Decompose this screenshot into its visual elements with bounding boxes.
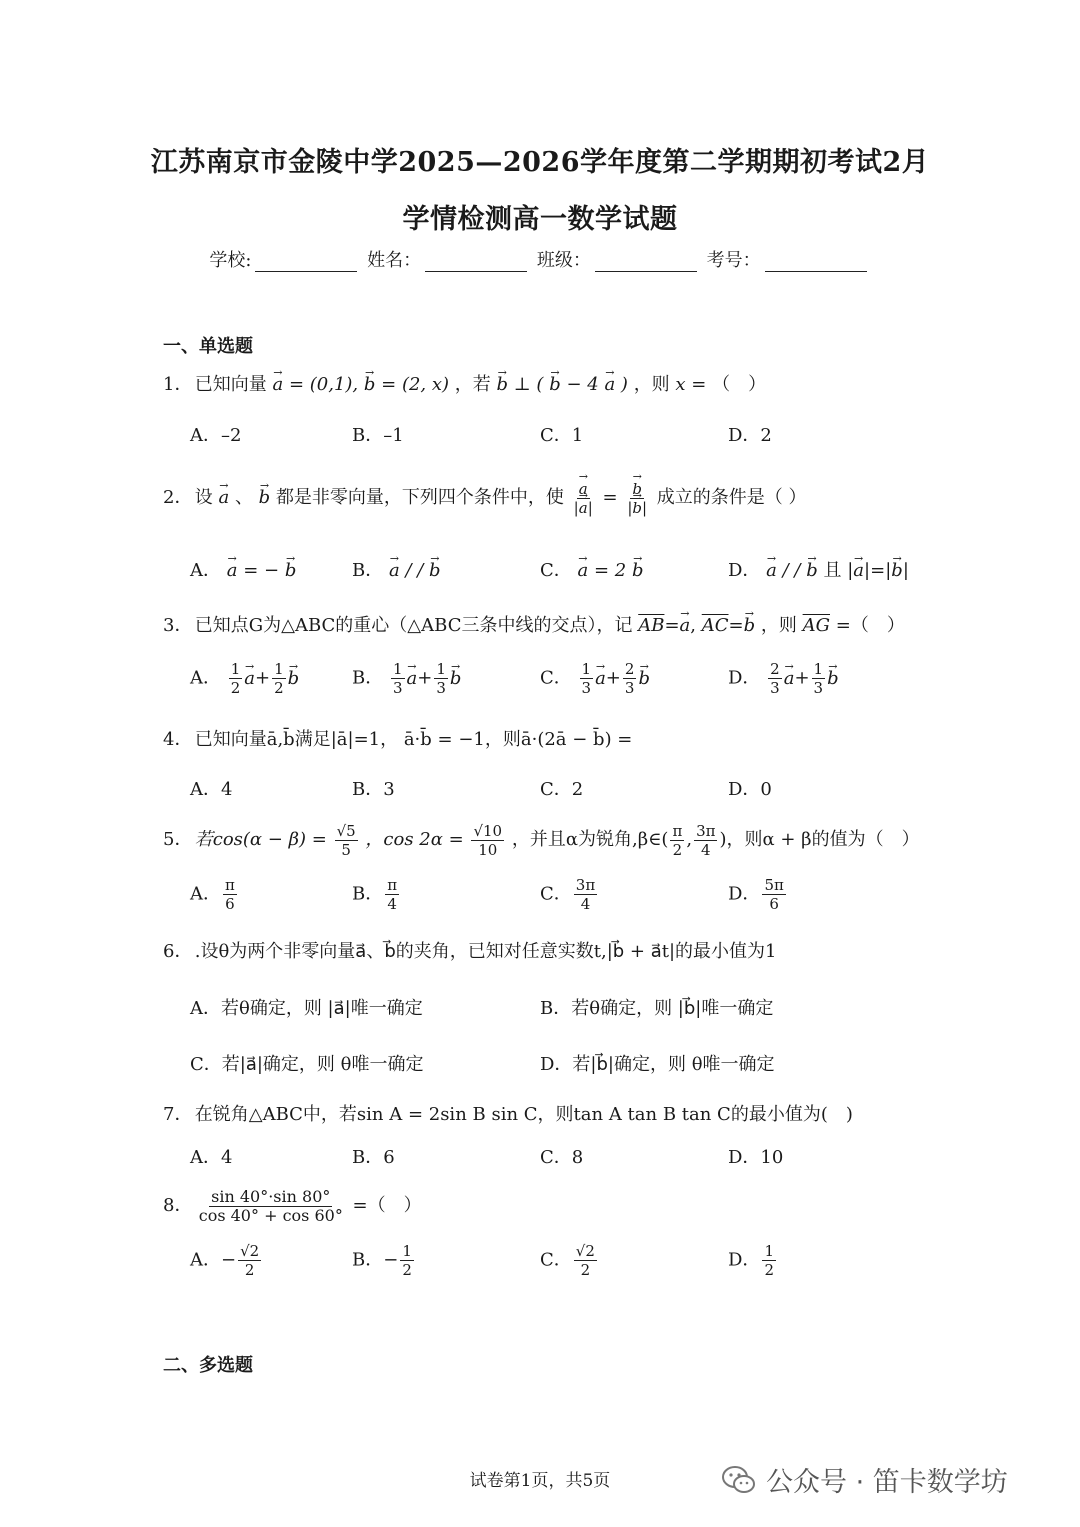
option-c[interactable] xyxy=(540,876,599,913)
vector-b: b → xyxy=(288,667,300,691)
vector-a: a → xyxy=(407,667,418,691)
vector-b: b → xyxy=(827,667,839,691)
vector-b: b → xyxy=(638,667,650,691)
fraction: $\frac{1}{2}$ xyxy=(402,1242,412,1279)
question-7 xyxy=(163,1103,853,1127)
vector-a: a → xyxy=(244,667,255,691)
watermark xyxy=(722,1460,1008,1499)
vector-b: b → xyxy=(429,559,441,583)
q6-text: .设θ为两个非零向量a⃗、b⃗的夹角，已知对任意实数t,|b⃗ + a⃗t|的最小值为1 xyxy=(194,941,777,962)
option-label: C． xyxy=(540,667,572,689)
vector-a: a → xyxy=(784,667,795,691)
option-label: B． xyxy=(352,667,384,689)
school-label: 学校: xyxy=(209,250,252,271)
question-8 xyxy=(163,1182,422,1230)
option-d[interactable] xyxy=(728,1242,778,1279)
q3-text: ，则 xyxy=(760,615,797,636)
student-info-line xyxy=(0,246,1080,272)
vector-a: a → xyxy=(853,559,864,583)
separator: , xyxy=(686,829,693,850)
question-number: 8． xyxy=(163,1195,193,1216)
question-number: 4． xyxy=(163,729,193,750)
vector-b: b → xyxy=(259,472,271,524)
vector-b: b → xyxy=(285,559,297,583)
fraction: $\frac{1}{3}$ xyxy=(581,660,592,697)
option-label: B． xyxy=(352,560,384,581)
vector-a: a → xyxy=(604,373,615,397)
vector-a: a → xyxy=(579,499,588,517)
fraction: $\frac{√5}{5}$ xyxy=(336,821,356,859)
option-d[interactable]: D．2 xyxy=(728,425,772,446)
vector-b: b → xyxy=(450,667,462,691)
exam-number-label: 考号： xyxy=(706,250,761,271)
option-b[interactable]: B．6 xyxy=(352,1147,395,1168)
option-c[interactable]: C．8 xyxy=(540,1147,584,1168)
q1-math: = (0,1), xyxy=(288,374,359,395)
option-label: D． xyxy=(728,883,761,905)
fraction: $\frac{1}{3}$ xyxy=(392,660,403,697)
option-d[interactable]: D．若|b⃗|确定，则 θ唯一确定 xyxy=(540,1054,775,1075)
question-6 xyxy=(163,940,777,964)
q4-text: 已知向量ā,b̄满足|ā|=1， ā·b̄ = −1，则ā·(2ā − b̄) = xyxy=(194,729,633,750)
option-b[interactable]: B．若θ确定，则 |b⃗|唯一确定 xyxy=(540,998,774,1019)
vector-ab: $\overline{AB}$ xyxy=(638,615,665,636)
option-label: B． xyxy=(352,883,384,905)
vector-a: a → xyxy=(218,472,229,524)
fraction: $\frac{√2}{2}$ xyxy=(575,1242,595,1279)
q3-math: = xyxy=(728,615,744,636)
vector-a: a → xyxy=(680,614,691,638)
vector-a: a → xyxy=(579,480,588,498)
vector-ac: $\overline{AC}$ xyxy=(701,615,729,636)
q3-text: =（ ） xyxy=(835,615,905,636)
option-math: / / xyxy=(405,560,424,581)
fraction: $\frac{5\pi}{6}$ xyxy=(764,876,784,913)
q1-math: = (2, x) xyxy=(381,374,450,395)
class-blank[interactable] xyxy=(595,253,697,272)
fraction: $\frac{√2}{2}$ xyxy=(240,1242,260,1279)
vector-a: a → xyxy=(389,559,400,583)
question-5 xyxy=(163,818,920,862)
question-2 xyxy=(163,472,807,524)
option-b[interactable] xyxy=(352,1242,416,1279)
option-a[interactable] xyxy=(190,1242,263,1279)
option-c[interactable]: C．若|a⃗|确定，则 θ唯一确定 xyxy=(190,1054,424,1075)
fraction: $\frac{3\pi}{4}$ xyxy=(575,876,596,913)
option-label: A． xyxy=(190,560,221,581)
q1-text: ，若 xyxy=(454,374,491,395)
question-3 xyxy=(163,614,905,638)
option-a[interactable] xyxy=(190,876,239,913)
vector-ag: $\overline{AG}$ xyxy=(802,615,830,636)
q5-text: ，并且α为锐角,β∈( xyxy=(511,829,669,850)
option-b[interactable]: B． $\frac{1}{3}$ a →+ $\frac{1}{3}$ b → xyxy=(352,660,461,697)
option-d[interactable]: D． $\frac{2}{3}$ a →+ $\frac{1}{3}$ b → xyxy=(728,660,839,697)
option-d[interactable]: D． a → / / b → 且 |a →|=|b →| xyxy=(728,559,909,583)
equals-sign: = xyxy=(602,487,618,508)
q5-math: 若cos(α − β) = xyxy=(194,829,327,850)
question-number: 1． xyxy=(163,374,193,395)
q3-text: 已知点G为△ABC的重心（△ABC三条中线的交点），记 xyxy=(194,615,633,636)
option-a[interactable]: A．若θ确定，则 |a⃗|唯一确定 xyxy=(190,998,423,1019)
question-number: 2． xyxy=(163,487,193,508)
vector-b: b → xyxy=(632,480,642,498)
vector-b: b → xyxy=(891,559,903,583)
vector-b: b → xyxy=(497,373,509,397)
option-math: / / xyxy=(782,560,801,581)
q2-fraction-b: $\frac{b \to}{|b \to|}$ xyxy=(625,480,649,517)
option-c[interactable] xyxy=(540,559,644,583)
q2-text: 都是非零向量，下列四个条件中，使 xyxy=(275,487,564,508)
fraction: $\frac{\pi}{6}$ xyxy=(225,876,235,913)
option-a[interactable]: A．–2 xyxy=(190,425,242,446)
vector-b: b → xyxy=(744,614,756,638)
option-d[interactable]: D．10 xyxy=(728,1147,784,1168)
fraction: $\frac{1}{3}$ xyxy=(436,660,446,697)
q1-math: ⊥ ( xyxy=(513,374,544,395)
q5-math: ，cos 2α = xyxy=(365,829,464,850)
fraction: $\frac{√10}{10}$ xyxy=(473,821,503,859)
option-label: B． xyxy=(352,1249,384,1271)
option-d[interactable] xyxy=(728,876,788,913)
watermark-text: 公众号 · 笛卡数学坊 xyxy=(766,1467,1008,1498)
vector-b: b → xyxy=(549,373,561,397)
section-title-single-choice: 一、单选题 xyxy=(163,336,253,357)
vector-b: b → xyxy=(364,373,376,397)
option-label: C． xyxy=(540,883,572,905)
option-a[interactable]: A．4 xyxy=(190,1147,233,1168)
option-text: 且 xyxy=(823,560,842,581)
vector-a: a → xyxy=(578,559,589,583)
option-b[interactable] xyxy=(352,876,401,913)
school-blank[interactable] xyxy=(255,253,357,272)
question-number: 3． xyxy=(163,615,193,636)
fraction: $\frac{\pi}{2}$ xyxy=(672,821,683,859)
q1-math: x = xyxy=(675,374,707,395)
name-label: 姓名： xyxy=(367,250,422,271)
option-a[interactable] xyxy=(190,559,296,583)
vector-b: b → xyxy=(632,559,644,583)
option-math: = xyxy=(870,560,886,581)
q2-text: 成立的条件是（ ） xyxy=(656,487,807,508)
option-label: D． xyxy=(728,560,761,581)
option-c[interactable]: C．1 xyxy=(540,425,584,446)
page-title-line1: 江苏南京市金陵中学2025—2026学年度第二学期期初考试2月 xyxy=(150,147,930,178)
fraction: $\frac{\pi}{4}$ xyxy=(387,876,398,913)
option-c[interactable]: C． $\frac{1}{3}$ a →+ $\frac{2}{3}$ b → xyxy=(540,660,650,697)
sign: − xyxy=(221,1249,237,1271)
fraction: $\frac{2}{3}$ xyxy=(770,660,780,697)
question-1 xyxy=(163,373,766,397)
option-b[interactable]: B．3 xyxy=(352,779,395,800)
vector-b: b → xyxy=(806,559,818,583)
fraction: $\frac{1}{2}$ xyxy=(764,1242,774,1279)
q2-fraction-a: $\frac{a \to}{|a \to|}$ xyxy=(572,480,595,517)
fraction: $\frac{3\pi}{4}$ xyxy=(696,821,716,859)
option-math: = − xyxy=(243,560,280,581)
question-number: 5． xyxy=(163,829,193,850)
q2-text: 设 xyxy=(194,487,213,508)
q1-text: 已知向量 xyxy=(194,374,267,395)
exam-number-blank[interactable] xyxy=(765,253,867,272)
question-number: 7． xyxy=(163,1104,193,1125)
option-a[interactable]: A． $\frac{1}{2}$ a →+ $\frac{1}{2}$ b → xyxy=(190,660,299,697)
option-label: D． xyxy=(728,667,761,689)
q1-math: ) xyxy=(620,374,628,395)
option-label: C． xyxy=(540,560,572,581)
wechat-icon xyxy=(722,1465,756,1495)
q1-text: ，则 xyxy=(633,374,670,395)
option-c[interactable] xyxy=(540,1242,599,1279)
vector-a: a → xyxy=(227,559,238,583)
fraction: $\frac{1}{3}$ xyxy=(813,660,824,697)
q1-text: （ ） xyxy=(712,374,767,395)
vector-a: a → xyxy=(272,373,283,397)
question-4 xyxy=(163,728,632,752)
sign: − xyxy=(383,1249,399,1271)
option-label: D． xyxy=(728,1249,761,1271)
question-number: 6． xyxy=(163,941,193,962)
option-c[interactable]: C．2 xyxy=(540,779,584,800)
page-footer: 试卷第1页，共5页 xyxy=(469,1471,611,1491)
class-label: 班级： xyxy=(536,250,591,271)
option-a[interactable]: A．4 xyxy=(190,779,233,800)
vector-b: b → xyxy=(632,499,642,517)
option-b[interactable]: B．–1 xyxy=(352,425,404,446)
fraction: $\frac{1}{2}$ xyxy=(274,660,284,697)
q5-text: )，则α + β的值为（ ） xyxy=(719,829,920,850)
vector-a: a → xyxy=(595,667,606,691)
option-d[interactable]: D．0 xyxy=(728,779,772,800)
vector-a: a → xyxy=(766,559,777,583)
option-label: A． xyxy=(190,883,221,905)
page-title-line2: 学情检测高一数学试题 xyxy=(402,204,678,235)
option-label: A． xyxy=(190,1249,221,1271)
name-blank[interactable] xyxy=(425,253,527,272)
q3-math: = xyxy=(664,615,680,636)
section-title-multiple-choice: 二、多选题 xyxy=(163,1355,253,1376)
fraction: $\frac{2}{3}$ xyxy=(624,660,635,697)
option-b[interactable] xyxy=(352,559,441,583)
q7-text: 在锐角△ABC中，若sin A = 2sin B sin C，则tan A tan B tan C的最小值为( ) xyxy=(194,1104,853,1125)
fraction: $\frac{\sin 40^\circ\cdot\sin 80^\circ}{\cos 40^\circ + \cos 60^\circ}$ xyxy=(198,1186,343,1225)
option-math: = 2 xyxy=(593,560,627,581)
q1-math: − 4 xyxy=(566,374,599,395)
option-label: A． xyxy=(190,667,221,689)
fraction: $\frac{1}{2}$ xyxy=(230,660,241,697)
option-label: C． xyxy=(540,1249,572,1271)
q8-text: =（ ） xyxy=(352,1195,422,1216)
q3-math: , xyxy=(690,615,696,636)
q2-text: 、 xyxy=(234,487,253,508)
